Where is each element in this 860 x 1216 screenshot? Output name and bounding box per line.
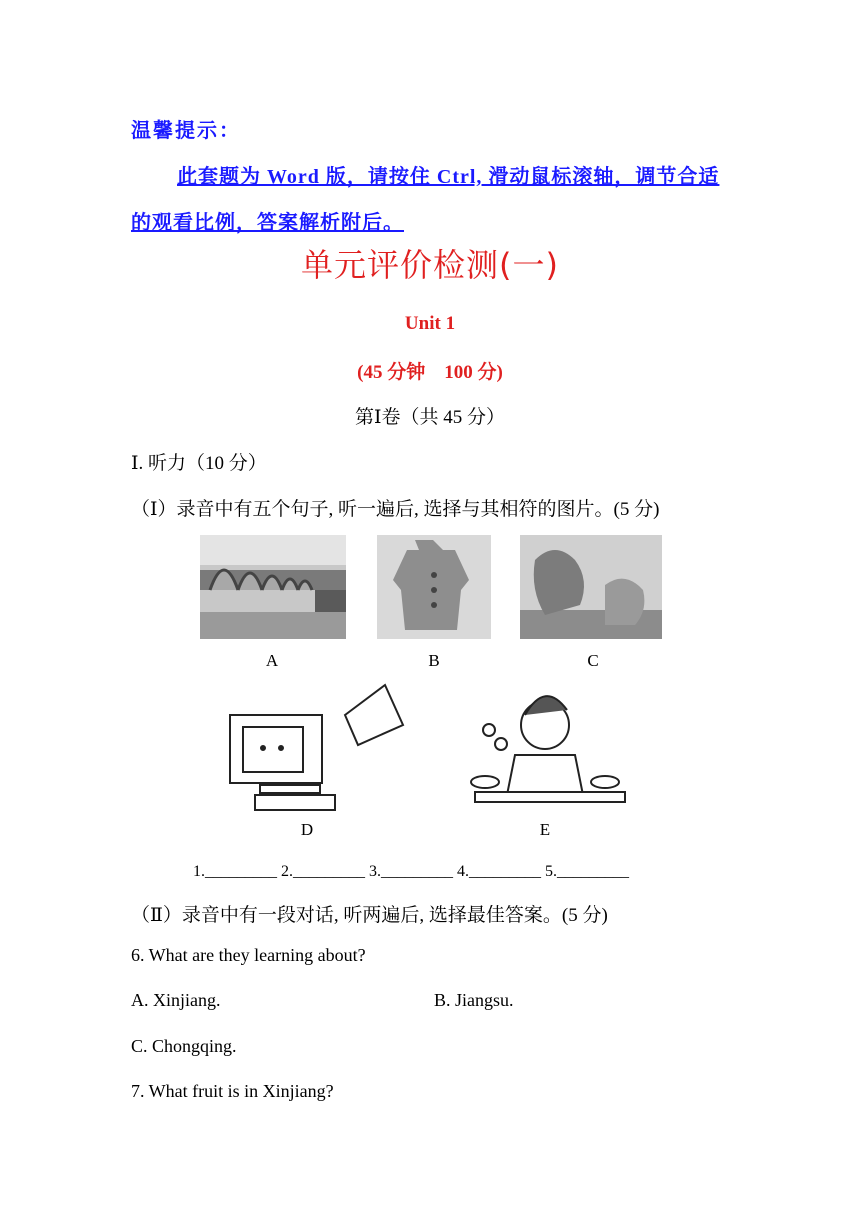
picture-label-e: E bbox=[539, 820, 551, 839]
question-6-stem: 6. What are they learning about? bbox=[131, 945, 366, 965]
section-heading-listening: Ⅰ. 听力（10 分） bbox=[131, 453, 267, 474]
page-title: 单元评价检测(一) bbox=[301, 246, 559, 284]
picture-d-computer-cartoon bbox=[230, 685, 403, 810]
part1-instruction: （Ⅰ）录音中有五个句子, 听一遍后, 选择与其相符的图片。(5 分) bbox=[131, 499, 660, 520]
part2-instruction: （Ⅱ）录音中有一段对话, 听两遍后, 选择最佳答案。(5 分) bbox=[131, 905, 608, 926]
picture-label-c: C bbox=[587, 651, 599, 670]
tip-title: 温馨提示： bbox=[131, 120, 241, 142]
question-6-option-a: A. Xinjiang. bbox=[131, 990, 221, 1010]
volume-label: 第Ⅰ卷（共 45 分） bbox=[354, 407, 505, 428]
question-7-stem: 7. What fruit is in Xinjiang? bbox=[131, 1081, 334, 1101]
answer-blanks: 1._________ 2._________ 3._________ 4._________ 5._________ bbox=[193, 863, 629, 880]
unit-label: Unit 1 bbox=[404, 313, 456, 334]
question-6-option-b: B. Jiangsu. bbox=[434, 990, 514, 1010]
picture-label-d: D bbox=[300, 820, 314, 839]
picture-c-horse-sculpture bbox=[520, 535, 662, 639]
picture-e-cooking-cartoon bbox=[471, 696, 625, 802]
tip-body: 此套题为 Word 版，请按住 Ctrl, 滑动鼠标滚轴，调节合适的观看比例，答案解析附后。 bbox=[131, 166, 720, 234]
question-6-option-c: C. Chongqing. bbox=[131, 1036, 237, 1056]
picture-options-figure bbox=[185, 530, 677, 882]
time-score: (45 分钟 100 分) bbox=[357, 362, 503, 383]
picture-options-svg bbox=[185, 530, 677, 882]
picture-a-bridge bbox=[200, 535, 346, 639]
picture-label-a: A bbox=[265, 651, 279, 670]
picture-label-b: B bbox=[428, 651, 440, 670]
picture-b-blouse bbox=[377, 535, 491, 639]
